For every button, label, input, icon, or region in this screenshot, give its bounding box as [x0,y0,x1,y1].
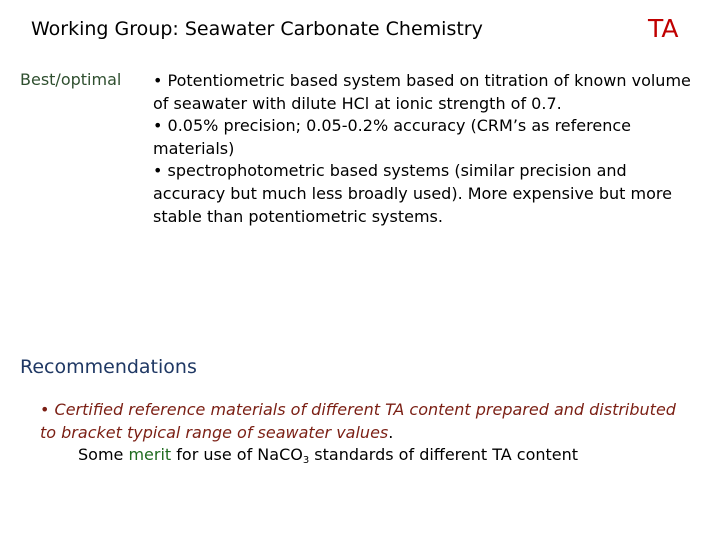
recommendation-period: . [388,422,394,442]
recommendations-heading: Recommendations [20,356,197,378]
bullet-item: • 0.05% precision; 0.05-0.2% accuracy (CRM’s as reference materials) [153,116,631,158]
merit-suffix: standards of different TA content [309,445,579,465]
recommendation-text: • Certified reference materials of different TA content prepared and distributed to bracket typical range of seawater values [40,400,676,442]
merit-co: CO [279,445,303,465]
best-optimal-label: Best/optimal [20,70,122,89]
merit-note [40,444,680,467]
slide-title: Working Group: Seawater Carbonate Chemistry [31,18,483,40]
recommendations-body [40,399,680,467]
merit-word: merit [128,445,172,465]
best-optimal-bullets [153,70,703,228]
merit-prefix: Some [78,445,129,465]
recommendation-item [40,399,680,444]
merit-mid: for use of Na [171,445,280,465]
topic-tag: TA [648,14,679,43]
bullet-item: • Potentiometric based system based on titration of known volume of seawater with dilute HCl at ionic strength of 0.7. [153,71,691,113]
bullet-item: • spectrophotometric based systems (similar precision and accuracy but much less broadly used). More expensive but more stable than potentiometric systems. [153,161,672,226]
merit-subscript: 3 [302,455,310,467]
